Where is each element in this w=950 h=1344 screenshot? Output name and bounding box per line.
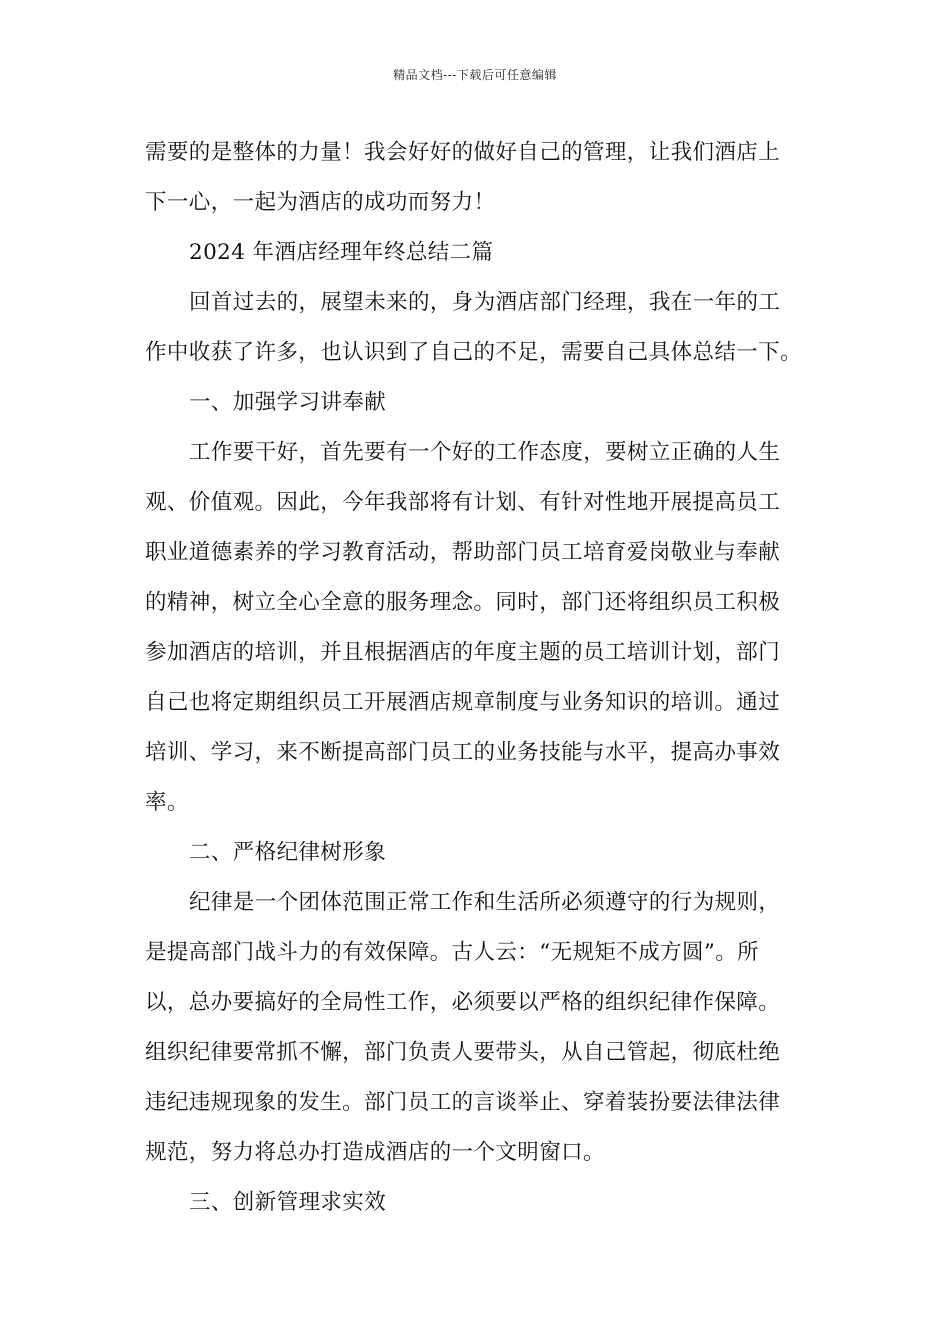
paragraph-line: 率。 xyxy=(145,790,189,815)
page-header: 精品文档---下载后可任意编辑 xyxy=(393,68,557,82)
paragraph-line: 纪律是一个团体范围正常工作和生活所必须遵守的行为规则， xyxy=(189,890,781,915)
paragraph-line: 违纪违规现象的发生。部门员工的言谈举止、穿着装扮要法律法律 xyxy=(145,1090,781,1115)
section-title: 2024 年酒店经理年终总结二篇 xyxy=(189,240,494,265)
paragraph-line: 回首过去的，展望未来的，身为酒店部门经理，我在一年的工 xyxy=(189,290,781,315)
paragraph-line: 自己也将定期组织员工开展酒店规章制度与业务知识的培训。通过 xyxy=(145,690,781,715)
paragraph-line: 工作要干好，首先要有一个好的工作态度，要树立正确的人生 xyxy=(189,440,781,465)
paragraph-line: 职业道德素养的学习教育活动，帮助部门员工培育爱岗敬业与奉献 xyxy=(145,540,781,565)
paragraph-line: 的精神，树立全心全意的服务理念。同时，部门还将组织员工积极 xyxy=(145,590,781,615)
paragraph-line: 作中收获了许多，也认识到了自己的不足，需要自己具体总结一下。 xyxy=(145,340,803,365)
document-body xyxy=(145,128,810,1228)
paragraph-line: 以，总办要搞好的全局性工作，必须要以严格的组织纪律作保障。 xyxy=(145,990,781,1015)
paragraph-line: 观、价值观。因此，今年我部将有计划、有针对性地开展提高员工 xyxy=(145,490,781,515)
paragraph-line: 组织纪律要常抓不懈，部门负责人要带头，从自己管起，彻底杜绝 xyxy=(145,1040,781,1065)
section-heading: 一、加强学习讲奉献 xyxy=(189,390,387,415)
section-heading: 三、创新管理求实效 xyxy=(189,1190,387,1215)
paragraph-line: 下一心，一起为酒店的成功而努力！ xyxy=(145,190,496,215)
paragraph-line: 参加酒店的培训，并且根据酒店的年度主题的员工培训计划，部门 xyxy=(145,640,781,665)
paragraph-line: 培训、学习，来不断提高部门员工的业务技能与水平，提高办事效 xyxy=(145,740,781,765)
paragraph-line: 是提高部门战斗力的有效保障。古人云：“无规矩不成方圆”。所 xyxy=(145,940,760,965)
paragraph-line: 需要的是整体的力量！我会好好的做好自己的管理，让我们酒店上 xyxy=(145,140,781,165)
paragraph-line: 规范，努力将总办打造成酒店的一个文明窗口。 xyxy=(145,1140,605,1165)
section-heading: 二、严格纪律树形象 xyxy=(189,840,387,865)
